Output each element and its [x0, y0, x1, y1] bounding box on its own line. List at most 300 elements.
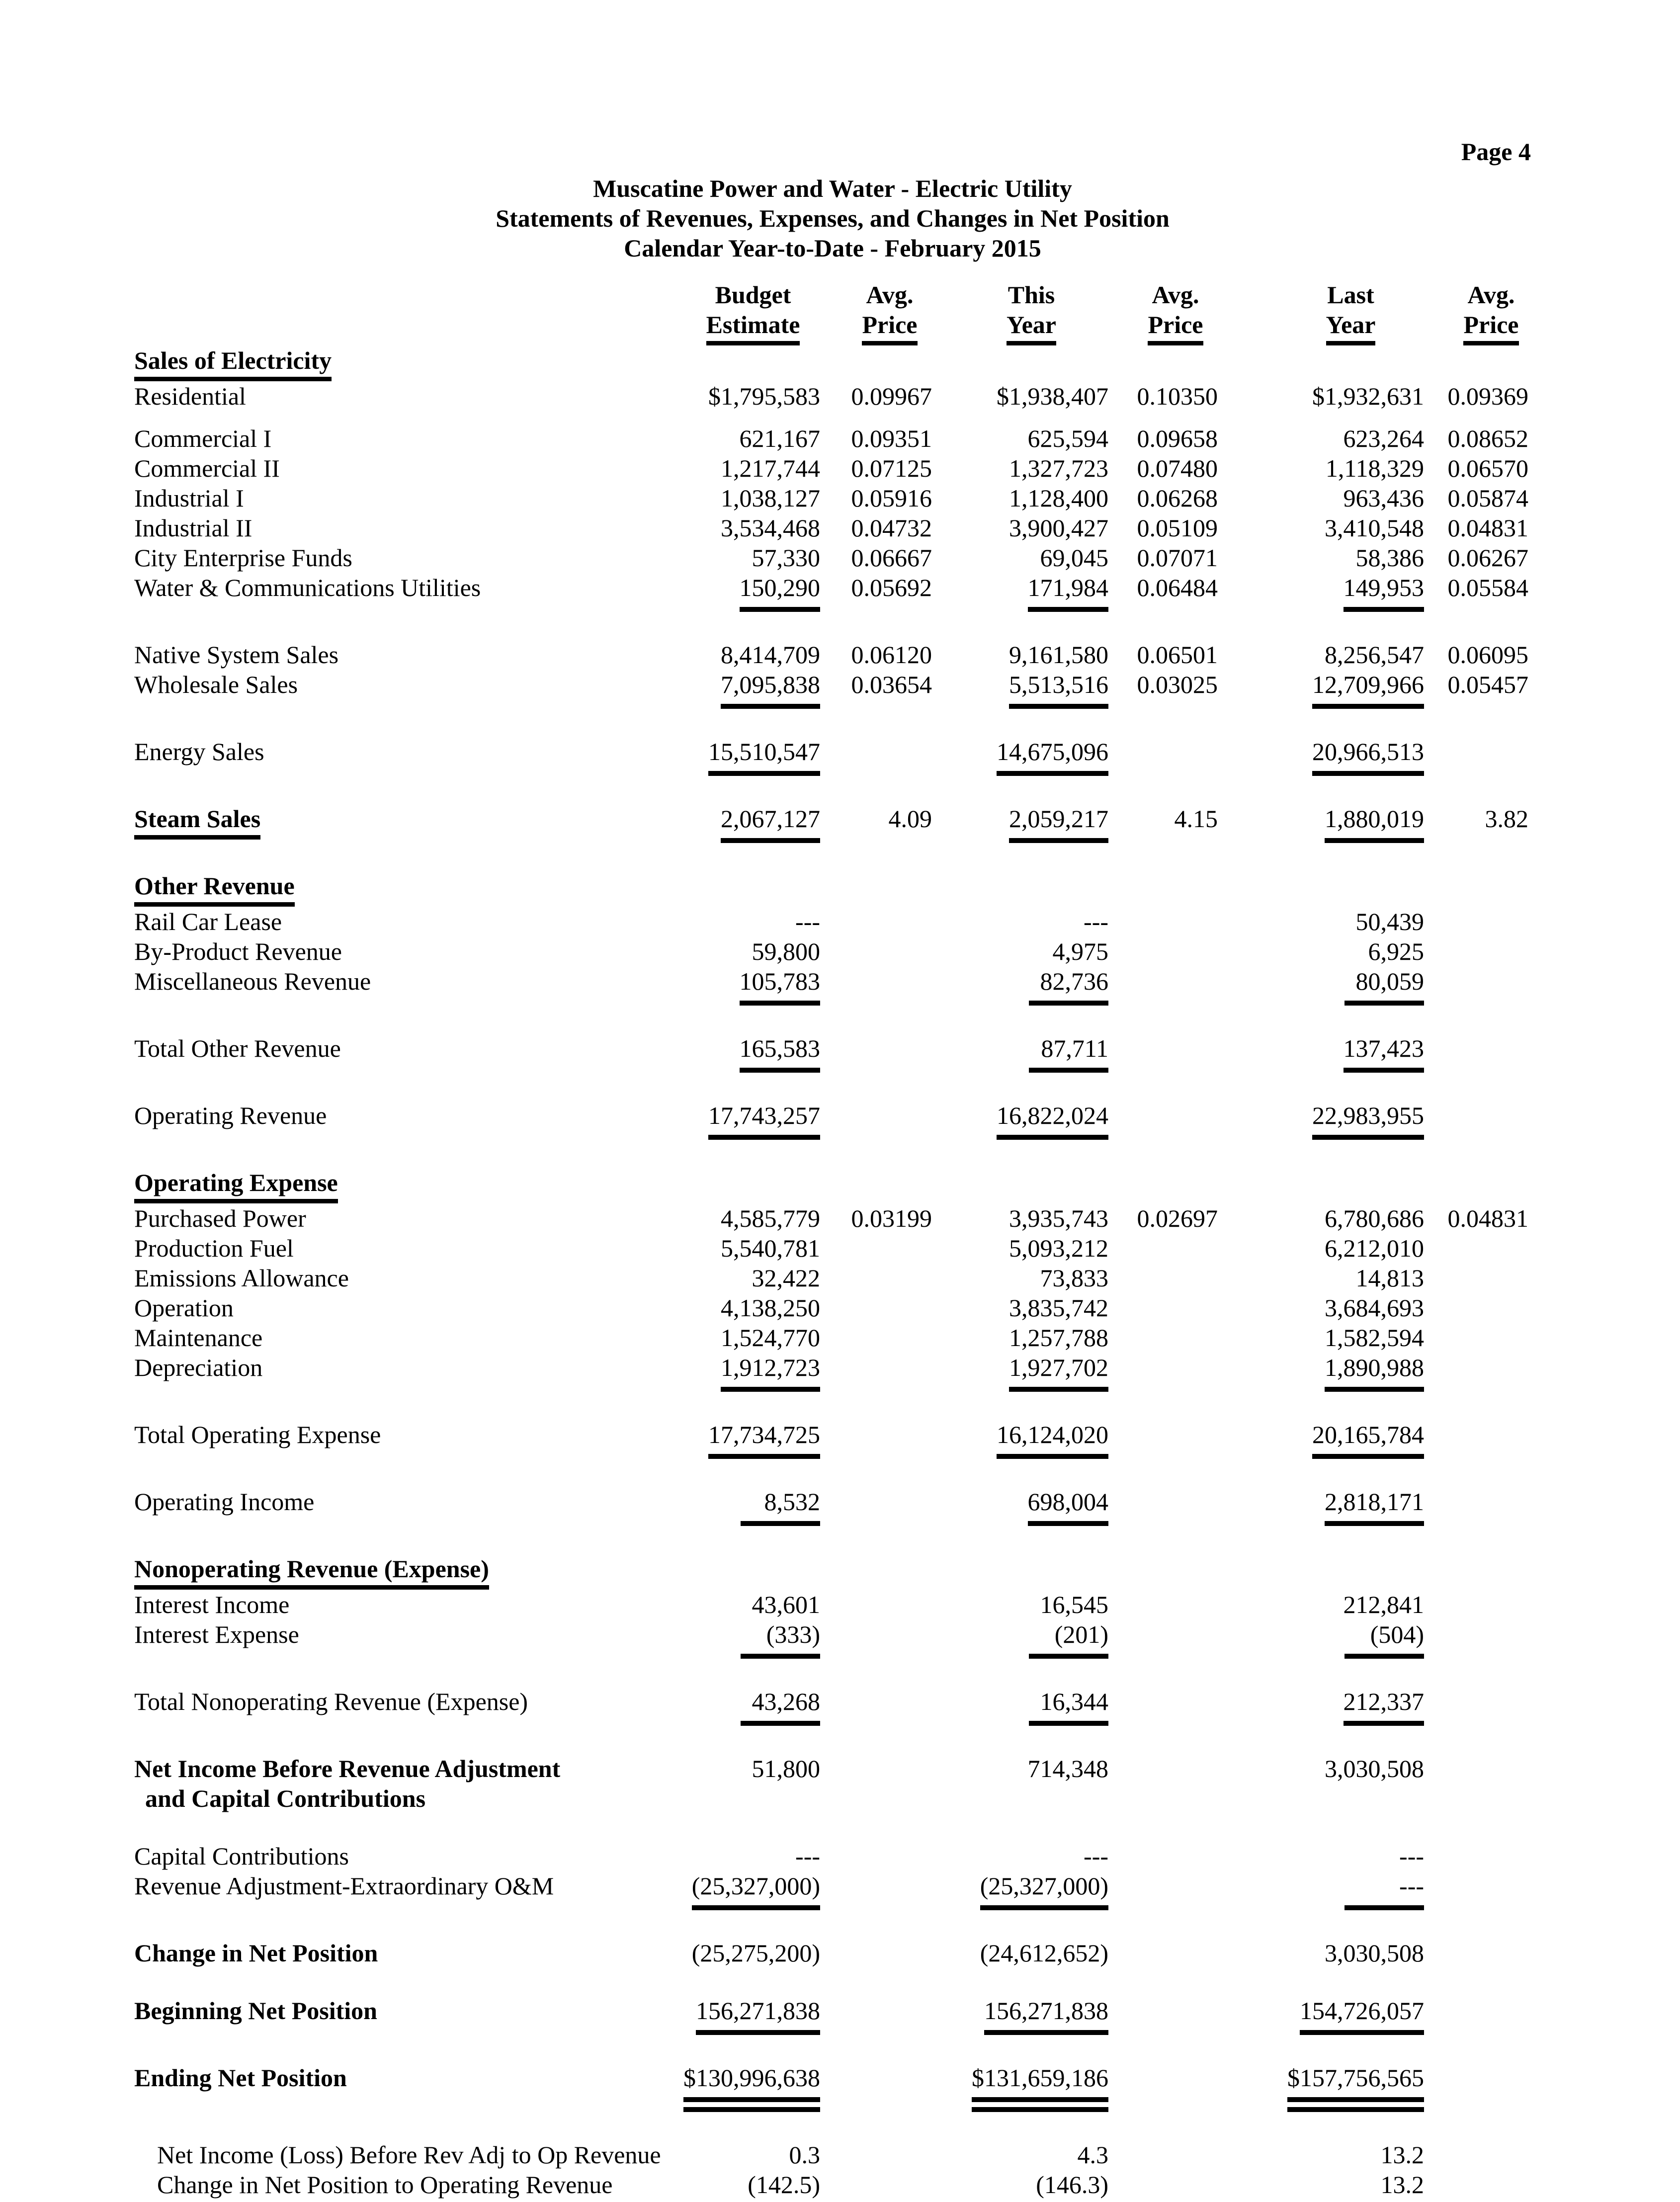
cell-value: 0.07125	[851, 454, 932, 482]
cell-value	[1424, 966, 1528, 1006]
cell-value	[932, 966, 1108, 1006]
cell-value	[820, 2170, 932, 2200]
cell-value: 6,780,686	[1325, 1204, 1424, 1232]
table-row	[134, 1293, 1528, 1323]
cell-value: 0.06268	[1137, 484, 1218, 512]
row-label: Rail Car Lease	[134, 908, 282, 935]
cell-value: 0.09658	[1137, 424, 1218, 452]
table-row	[134, 1813, 1528, 1871]
table-row	[134, 513, 1528, 543]
cell-value	[671, 1659, 820, 1726]
cell-value	[1424, 1659, 1528, 1726]
cell-value	[1108, 1659, 1218, 1726]
cell-value: 0.06267	[1447, 544, 1528, 572]
subtotal-value-rule: 5,513,516	[1009, 670, 1108, 709]
cell-value	[820, 1073, 932, 1140]
cell-value: 69,045	[1040, 544, 1108, 572]
cell-value: 0.05457	[1447, 671, 1528, 698]
cell-value: 0.05874	[1447, 484, 1528, 512]
cell-value: 3,030,508	[1325, 1755, 1424, 1782]
row-label: Industrial I	[134, 484, 244, 512]
cell-value: 3,534,468	[721, 514, 820, 542]
table-row	[134, 1392, 1528, 1459]
cell-value: (24,612,652)	[980, 1939, 1108, 1967]
row-label: Commercial I	[134, 424, 272, 452]
table-row	[134, 573, 1528, 612]
column-header-row-2	[134, 310, 1528, 345]
cell-value	[820, 1323, 932, 1353]
cell-value	[820, 966, 932, 1006]
column-header-price-2	[1108, 310, 1218, 345]
cell-value: 0.3	[789, 2141, 820, 2169]
row-label: Residential	[134, 382, 246, 410]
cell-value	[820, 1263, 932, 1293]
cell-value	[1424, 1968, 1528, 2035]
subtotal-value-rule: 137,423	[1344, 1033, 1425, 1073]
table-row	[134, 1263, 1528, 1293]
table-row	[134, 1323, 1528, 1353]
cell-value	[932, 1526, 1108, 1590]
cell-value	[1424, 936, 1528, 966]
cell-value: 3,030,508	[1325, 1939, 1424, 1967]
subtotal-value-rule: 20,165,784	[1312, 1420, 1424, 1459]
cell-value	[820, 1813, 932, 1871]
cell-value	[1108, 907, 1218, 936]
row-label: Revenue Adjustment-Extraordinary O&M	[134, 1872, 554, 1900]
column-header-avg-price-2: Avg.	[1152, 281, 1199, 309]
cell-value	[932, 1392, 1108, 1459]
column-header-year-2	[1218, 310, 1424, 345]
cell-value: 1,038,127	[721, 484, 820, 512]
row-label: Operating Revenue	[134, 1101, 327, 1129]
cell-value	[1218, 573, 1424, 612]
cell-value: 0.05584	[1447, 574, 1528, 601]
table-row	[134, 2112, 1528, 2170]
cell-value: 16,545	[1040, 1591, 1108, 1618]
cell-value: ---	[795, 1842, 820, 1870]
table-body	[134, 345, 1528, 2200]
cell-value	[820, 1783, 932, 1813]
cell-value	[1108, 1233, 1218, 1263]
row-label: Interest Expense	[134, 1620, 299, 1648]
cell-value	[820, 1619, 932, 1659]
cell-value	[820, 936, 932, 966]
cell-value	[820, 1353, 932, 1392]
subtotal-value-rule: 149,953	[1344, 573, 1425, 612]
cell-value	[1424, 2170, 1528, 2200]
cell-value	[671, 1073, 820, 1140]
row-label: Capital Contributions	[134, 1842, 349, 1870]
cell-value	[1218, 1459, 1424, 1526]
cell-value	[1218, 1659, 1424, 1726]
subtotal-value-rule: 20,966,513	[1312, 737, 1424, 776]
row-label: Native System Sales	[134, 641, 339, 669]
cell-value	[1108, 2035, 1218, 2112]
cell-value: 4,975	[1052, 937, 1108, 965]
page-number: Page 4	[1461, 138, 1531, 166]
cell-value	[1218, 2035, 1424, 2112]
subtotal-value-rule: 2,067,127	[721, 804, 820, 843]
cell-value	[820, 1526, 932, 1590]
subtotal-value-rule: 1,880,019	[1325, 804, 1424, 843]
cell-value: 625,594	[1027, 424, 1108, 452]
cell-value	[671, 1353, 820, 1392]
cell-value	[1424, 345, 1528, 381]
table-row	[134, 776, 1528, 843]
row-label: Net Income Before Revenue Adjustment	[134, 1755, 561, 1782]
row-label	[134, 843, 671, 907]
cell-value: 0.09351	[851, 424, 932, 452]
cell-value: (25,275,200)	[691, 1939, 820, 1967]
table-row	[134, 1006, 1528, 1073]
cell-value	[1108, 1783, 1218, 1813]
subtotal-value-rule: 1,927,702	[1009, 1353, 1108, 1392]
cell-value	[671, 1783, 820, 1813]
cell-value	[1108, 1619, 1218, 1659]
cell-value	[1424, 1871, 1528, 1910]
cell-value	[1108, 1968, 1218, 2035]
cell-value	[1108, 1871, 1218, 1910]
subtotal-value-rule: 156,271,838	[984, 1996, 1108, 2035]
row-label: Operation	[134, 1294, 234, 1322]
cell-value: 59,800	[752, 937, 820, 965]
cell-value	[1424, 1813, 1528, 1871]
cell-value: 3.82	[1485, 805, 1528, 833]
column-header-year-1	[932, 310, 1108, 345]
cell-value	[820, 1968, 932, 2035]
row-label: Total Other Revenue	[134, 1034, 341, 1062]
total-value-double-rule: $157,756,565	[1287, 2063, 1424, 2112]
cell-value: 0.04831	[1447, 1204, 1528, 1232]
cell-value	[932, 345, 1108, 381]
cell-value: $1,938,407	[997, 382, 1108, 410]
cell-value: 4,138,250	[721, 1294, 820, 1322]
cell-value	[671, 1871, 820, 1910]
subtotal-value-rule: (25,327,000)	[980, 1871, 1108, 1910]
cell-value	[932, 1140, 1108, 1203]
cell-value: 6,212,010	[1325, 1234, 1424, 1262]
cell-value	[1108, 1073, 1218, 1140]
cell-value	[932, 709, 1108, 776]
cell-value: 5,093,212	[1009, 1234, 1108, 1262]
cell-value	[1218, 1140, 1424, 1203]
row-label	[134, 345, 671, 381]
row-label: Change in Net Position to Operating Revenue	[157, 2171, 613, 2199]
cell-value: 0.06095	[1447, 641, 1528, 669]
cell-value	[671, 709, 820, 776]
financial-statement-table	[134, 280, 1528, 2200]
cell-value	[1218, 1526, 1424, 1590]
table-row	[134, 1619, 1528, 1659]
cell-value: 3,900,427	[1009, 514, 1108, 542]
cell-value: ---	[1084, 908, 1108, 935]
cell-value	[932, 843, 1108, 907]
cell-value	[1424, 1392, 1528, 1459]
column-header-estimate	[671, 310, 820, 345]
subtotal-value-rule: 105,783	[740, 966, 821, 1006]
cell-value: 714,348	[1027, 1755, 1108, 1782]
cell-value	[1424, 1783, 1528, 1813]
row-label: Energy Sales	[134, 738, 264, 765]
subtotal-value-rule: 14,675,096	[997, 737, 1108, 776]
document-title	[134, 173, 1531, 263]
cell-value	[671, 345, 820, 381]
cell-value: ---	[795, 908, 820, 935]
cell-value	[1108, 345, 1218, 381]
row-label: Depreciation	[134, 1354, 263, 1381]
row-label	[134, 1526, 671, 1590]
cell-value	[671, 843, 820, 907]
cell-value	[1108, 936, 1218, 966]
row-label: Water & Communications Utilities	[134, 574, 481, 601]
cell-value	[1218, 776, 1424, 843]
cell-value: 0.10350	[1137, 382, 1218, 410]
header-underline-text: Price	[1148, 310, 1203, 345]
table-row	[134, 936, 1528, 966]
row-label: Operating Income	[134, 1488, 315, 1516]
title-line-2: Statements of Revenues, Expenses, and Changes in Net Position	[496, 204, 1170, 232]
row-label: Commercial II	[134, 454, 280, 482]
subtotal-value-rule: 2,818,171	[1325, 1487, 1424, 1526]
cell-value	[932, 1006, 1108, 1073]
column-header-row-1	[134, 280, 1528, 310]
cell-value: 0.05692	[851, 574, 932, 601]
cell-value	[671, 1526, 820, 1590]
cell-value: 14,813	[1355, 1264, 1424, 1292]
cell-value	[820, 1659, 932, 1726]
cell-value	[932, 1871, 1108, 1910]
header-underline-text: Price	[1463, 310, 1518, 345]
row-label: and Capital Contributions	[145, 1784, 426, 1812]
row-label: Beginning Net Position	[134, 1997, 377, 2025]
cell-value	[1424, 1353, 1528, 1392]
cell-value: (142.5)	[748, 2171, 820, 2199]
cell-value: 32,422	[752, 1264, 820, 1292]
cell-value	[1424, 843, 1528, 907]
table-row	[134, 543, 1528, 573]
subtotal-value-rule: 15,510,547	[708, 737, 820, 776]
cell-value	[820, 709, 932, 776]
cell-value: 3,935,743	[1009, 1204, 1108, 1232]
cell-value: 0.05109	[1137, 514, 1218, 542]
cell-value: 0.06667	[851, 544, 932, 572]
cell-value: 0.05916	[851, 484, 932, 512]
subtotal-value-rule: 16,124,020	[997, 1420, 1108, 1459]
column-header-budget: Budget	[715, 281, 791, 309]
row-label	[134, 776, 671, 843]
cell-value	[932, 670, 1108, 709]
table-row	[134, 345, 1528, 381]
table-row	[134, 670, 1528, 709]
table-header	[134, 280, 1528, 345]
cell-value: 1,128,400	[1009, 484, 1108, 512]
header-underline-text: Year	[1326, 310, 1376, 345]
cell-value: 58,386	[1355, 544, 1424, 572]
header-underline-text: Year	[1007, 310, 1056, 345]
cell-value	[1108, 2112, 1218, 2170]
cell-value	[1108, 966, 1218, 1006]
table-row	[134, 966, 1528, 1006]
cell-value	[671, 670, 820, 709]
cell-value	[671, 573, 820, 612]
cell-value	[932, 2035, 1108, 2112]
table-row	[134, 1459, 1528, 1526]
cell-value	[820, 1293, 932, 1323]
row-label: Emissions Allowance	[134, 1264, 349, 1292]
row-label-underline-text: Operating Expense	[134, 1168, 338, 1203]
cell-value: 50,439	[1355, 908, 1424, 935]
subtotal-value-rule: 17,743,257	[708, 1101, 820, 1140]
table-row	[134, 709, 1528, 776]
cell-value	[1108, 1526, 1218, 1590]
cell-value	[1108, 1263, 1218, 1293]
table-row	[134, 2170, 1528, 2200]
row-label: Total Operating Expense	[134, 1421, 381, 1448]
cell-value	[671, 1392, 820, 1459]
subtotal-value-rule: 171,984	[1028, 573, 1109, 612]
cell-value	[671, 966, 820, 1006]
cell-value	[1218, 670, 1424, 709]
row-label: Production Fuel	[134, 1234, 294, 1262]
cell-value: (146.3)	[1036, 2171, 1108, 2199]
row-label: Total Nonoperating Revenue (Expense)	[134, 1688, 528, 1715]
header-underline-text: Price	[862, 310, 917, 345]
cell-value: 0.06570	[1447, 454, 1528, 482]
cell-value	[1424, 1619, 1528, 1659]
cell-value	[820, 1233, 932, 1263]
cell-value	[1424, 1263, 1528, 1293]
cell-value	[671, 1006, 820, 1073]
cell-value	[820, 907, 932, 936]
cell-value: 43,601	[752, 1591, 820, 1618]
column-header-last-year: Last	[1327, 281, 1374, 309]
cell-value: 0.04831	[1447, 514, 1528, 542]
table-row	[134, 1233, 1528, 1263]
subtotal-value-rule: 12,709,966	[1312, 670, 1424, 709]
cell-value: $1,932,631	[1312, 382, 1424, 410]
cell-value	[932, 776, 1108, 843]
subtotal-value-rule: (25,327,000)	[692, 1871, 820, 1910]
cell-value: 1,257,788	[1009, 1324, 1108, 1352]
cell-value	[1108, 1910, 1218, 1968]
cell-value: 13.2	[1380, 2171, 1424, 2199]
title-line-3: Calendar Year-to-Date - February 2015	[624, 234, 1041, 262]
cell-value	[1218, 966, 1424, 1006]
cell-value: 0.06501	[1137, 641, 1218, 669]
cell-value	[1424, 1293, 1528, 1323]
row-label: Industrial II	[134, 514, 252, 542]
cell-value: 8,414,709	[721, 641, 820, 669]
cell-value: 3,410,548	[1325, 514, 1424, 542]
cell-value	[1424, 1459, 1528, 1526]
cell-value	[1108, 1140, 1218, 1203]
cell-value	[820, 843, 932, 907]
subtotal-value-rule: 16,344	[1029, 1687, 1108, 1726]
subtotal-value-rule: 2,059,217	[1009, 804, 1108, 843]
table-row	[134, 1140, 1528, 1203]
cell-value	[1108, 1813, 1218, 1871]
cell-value	[820, 1910, 932, 1968]
table-row	[134, 907, 1528, 936]
cell-value: 0.03025	[1137, 671, 1218, 698]
cell-value: 1,217,744	[721, 454, 820, 482]
cell-value	[932, 1619, 1108, 1659]
column-header-avg-price-1: Avg.	[866, 281, 914, 309]
cell-value: 0.06120	[851, 641, 932, 669]
cell-value	[671, 1140, 820, 1203]
subtotal-value-rule: 212,337	[1344, 1687, 1425, 1726]
cell-value: 1,524,770	[721, 1324, 820, 1352]
subtotal-value-rule: 16,822,024	[997, 1101, 1108, 1140]
column-header-this-year: This	[1008, 281, 1055, 309]
cell-value: 4.3	[1077, 2141, 1108, 2169]
cell-value	[1424, 1526, 1528, 1590]
subtotal-value-rule: (333)	[741, 1619, 820, 1659]
cell-value: 0.07480	[1137, 454, 1218, 482]
cell-value	[1218, 1073, 1424, 1140]
cell-value: 4,585,779	[721, 1204, 820, 1232]
table-row	[134, 1526, 1528, 1590]
cell-value: 0.09967	[851, 382, 932, 410]
cell-value	[1218, 1006, 1424, 1073]
table-row	[134, 1203, 1528, 1233]
row-label: City Enterprise Funds	[134, 544, 352, 572]
subtotal-value-rule: 22,983,955	[1312, 1101, 1424, 1140]
cell-value	[1108, 1353, 1218, 1392]
cell-value	[1218, 1619, 1424, 1659]
column-header-price-3	[1424, 310, 1528, 345]
table-row	[134, 1590, 1528, 1619]
table-row	[134, 1659, 1528, 1726]
row-label: Maintenance	[134, 1324, 263, 1352]
cell-value: 3,684,693	[1325, 1294, 1424, 1322]
subtotal-value-rule: 80,059	[1344, 966, 1424, 1006]
cell-value	[1424, 1323, 1528, 1353]
title-line-1: Muscatine Power and Water - Electric Utility	[593, 174, 1072, 202]
cell-value	[1424, 1073, 1528, 1140]
cell-value	[1218, 1871, 1424, 1910]
cell-value: 0.09369	[1447, 382, 1528, 410]
table-row	[134, 483, 1528, 513]
cell-value: ---	[1084, 1842, 1108, 1870]
cell-value	[671, 2035, 820, 2112]
cell-value	[820, 1726, 932, 1783]
cell-value	[671, 1619, 820, 1659]
cell-value	[1218, 843, 1424, 907]
column-header-price-1	[820, 310, 932, 345]
cell-value: 0.03199	[851, 1204, 932, 1232]
cell-value	[1424, 907, 1528, 936]
row-label: Change in Net Position	[134, 1939, 378, 1967]
row-label: Miscellaneous Revenue	[134, 967, 371, 995]
row-label-underline-text: Sales of Electricity	[134, 345, 332, 381]
cell-value	[820, 2112, 932, 2170]
row-label-underline-text: Steam Sales	[134, 804, 260, 840]
cell-value	[1108, 1392, 1218, 1459]
subtotal-value-rule: 165,583	[740, 1033, 821, 1073]
cell-value	[1424, 2112, 1528, 2170]
subtotal-value-rule: 8,532	[741, 1487, 820, 1526]
cell-value	[1108, 1726, 1218, 1783]
cell-value	[932, 1968, 1108, 2035]
row-label-underline-text: Nonoperating Revenue (Expense)	[134, 1554, 489, 1590]
cell-value	[932, 573, 1108, 612]
cell-value	[1218, 345, 1424, 381]
row-label: Net Income (Loss) Before Rev Adj to Op Revenue	[157, 2141, 661, 2169]
subtotal-value-rule: (504)	[1344, 1619, 1424, 1659]
cell-value: 4.15	[1174, 805, 1218, 833]
cell-value: 6,925	[1368, 937, 1424, 965]
